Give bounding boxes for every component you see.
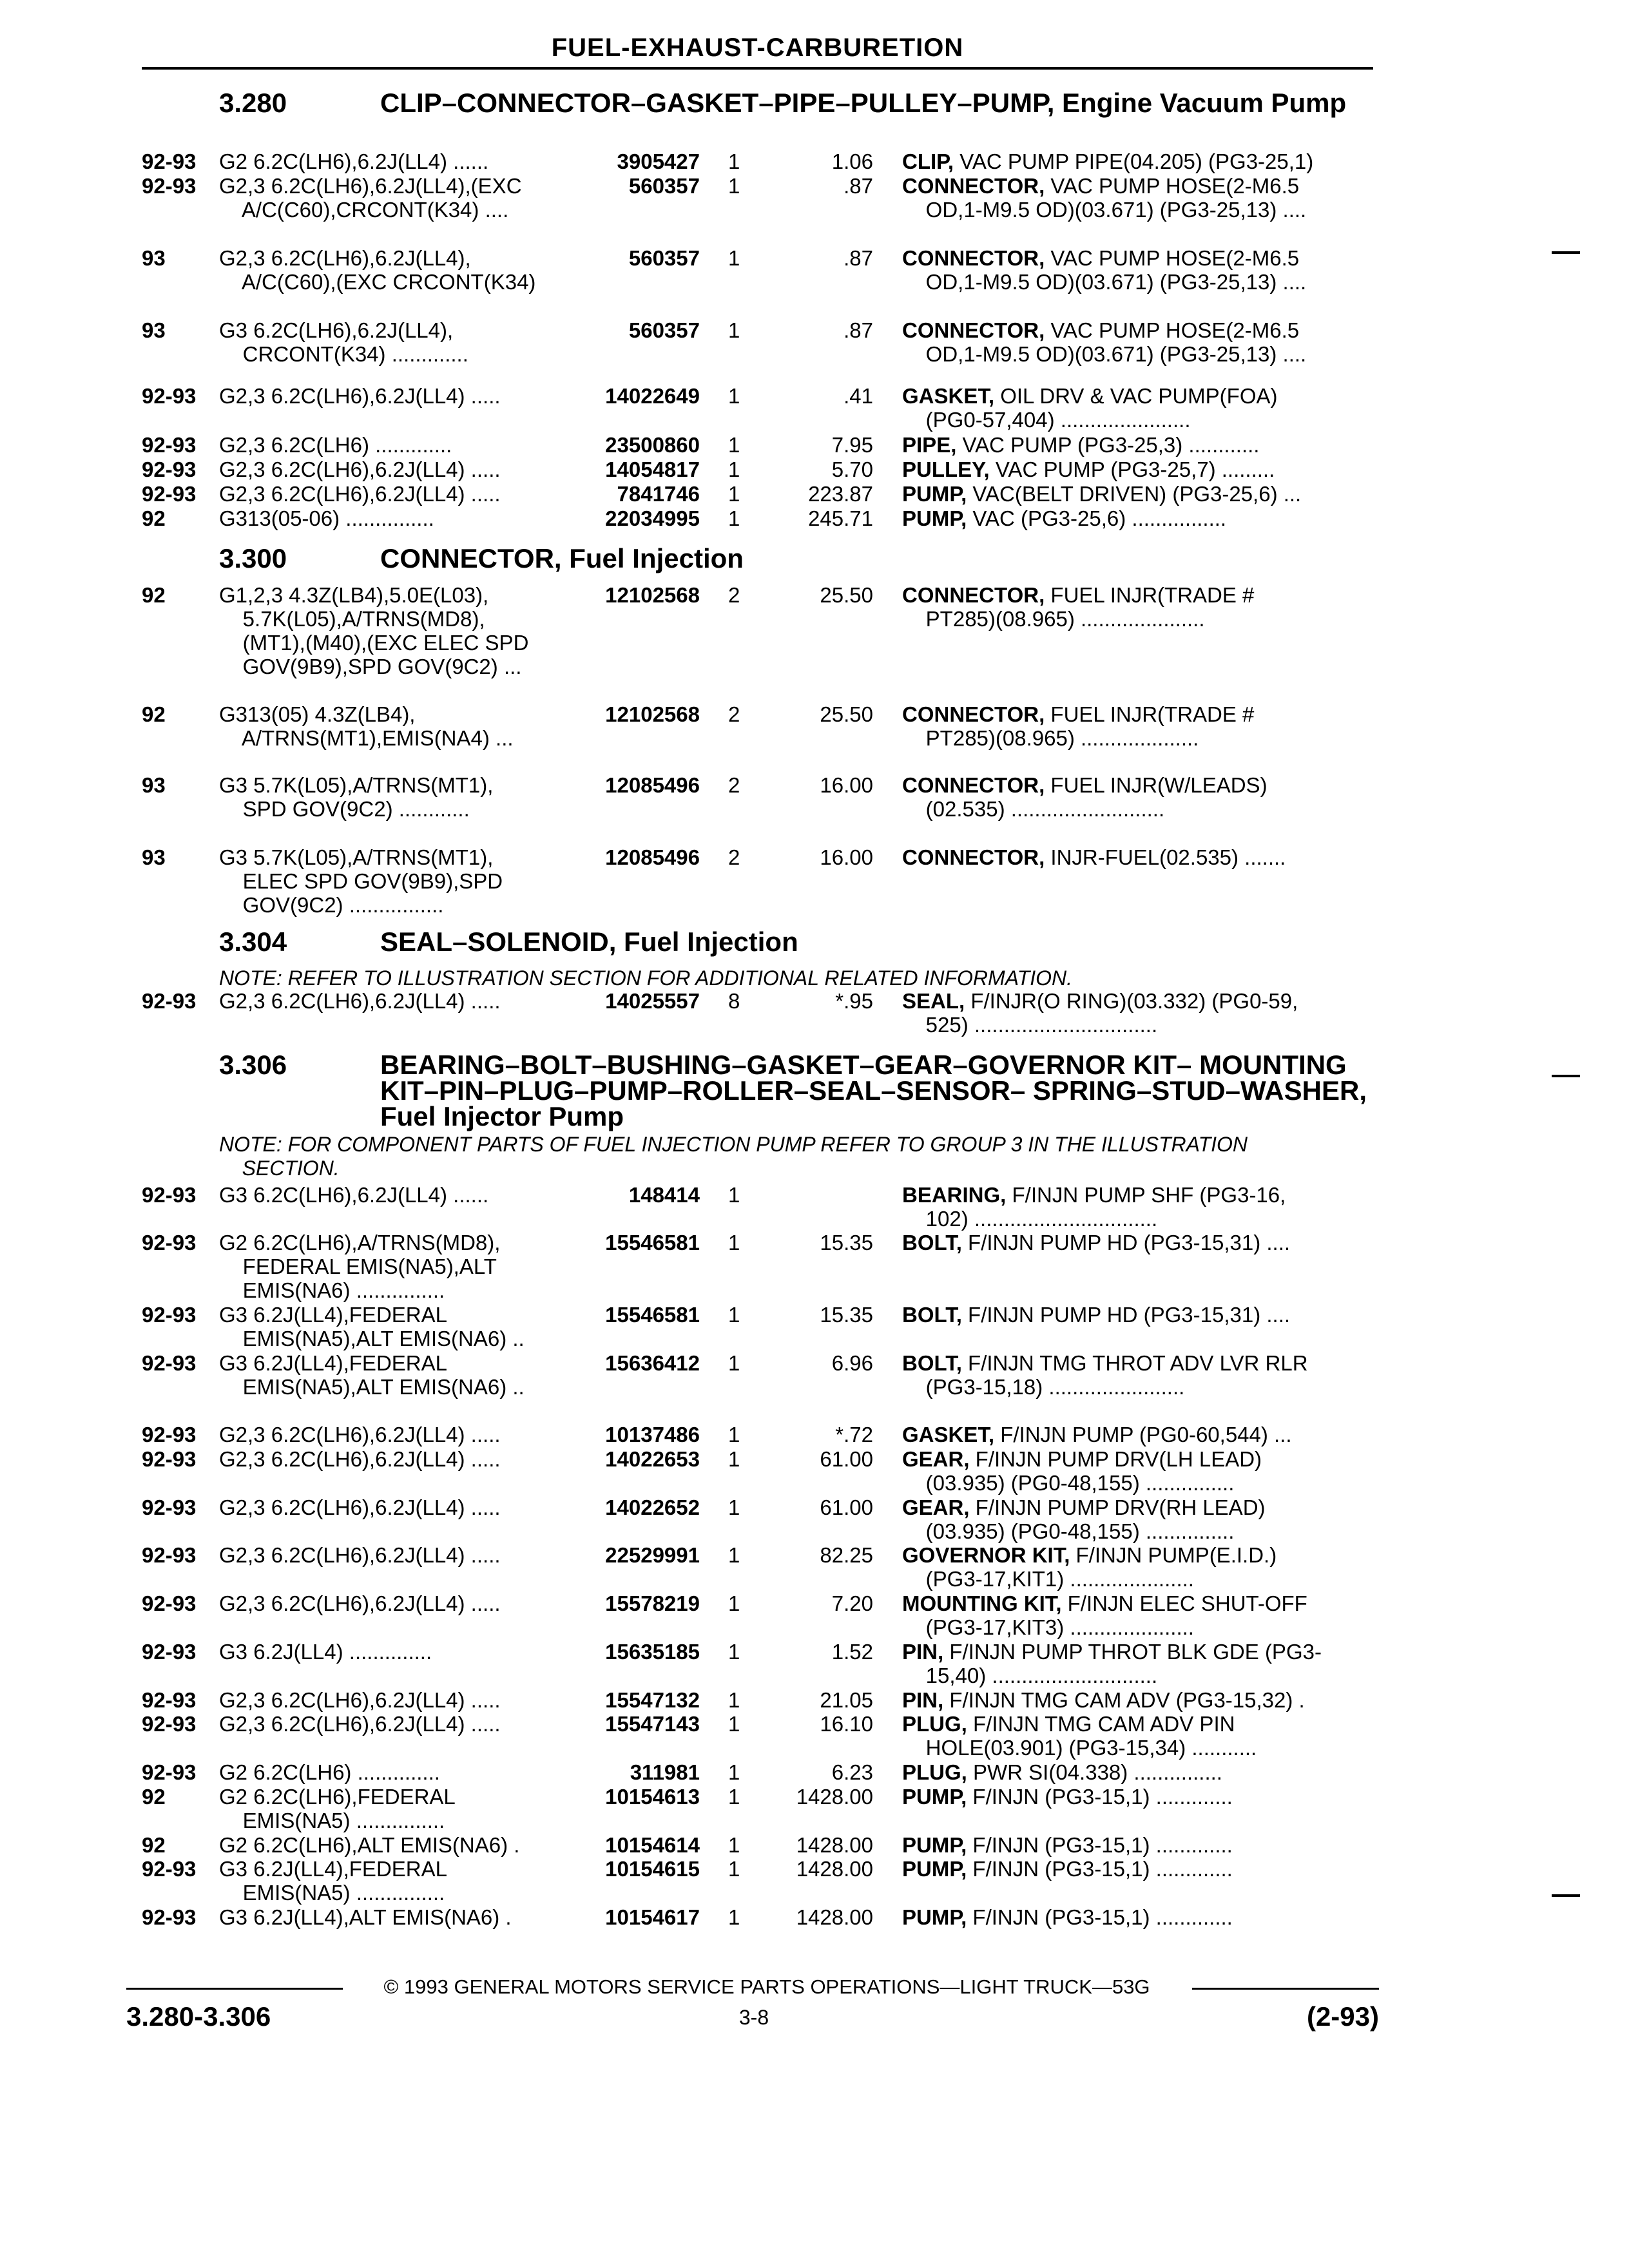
part-description [902, 1760, 1373, 1784]
part-detail: F/INJN PUMP HD (PG3-15,31) .... [961, 1303, 1291, 1327]
application: G2,3 6.2C(LH6),6.2J(LL4) ..... [219, 1591, 501, 1615]
application: G3 6.2J(LL4),ALT EMIS(NA6) . [219, 1905, 512, 1929]
quantity: 1 [728, 1833, 740, 1857]
part-name: PULLEY, [902, 457, 990, 481]
price: 1428.00 [796, 1905, 873, 1929]
part-number: 14025557 [605, 989, 700, 1013]
header-rule [142, 67, 1373, 70]
model-year: 92-93 [142, 482, 197, 506]
model-year: 92-93 [142, 1447, 197, 1471]
part-description [902, 845, 1373, 869]
price: .41 [843, 384, 873, 408]
price: 245.71 [808, 506, 873, 530]
model-year: 92-93 [142, 384, 197, 408]
application: G2,3 6.2C(LH6),6.2J(LL4), A/C(C60),(EXC CRCONT(K34) [219, 246, 536, 294]
part-detail: F/INJN PUMP (PG0-60,544) ... [994, 1423, 1292, 1446]
price: 25.50 [820, 702, 873, 726]
part-detail: VAC PUMP HOSE(2-M6.5 OD,1-M9.5 OD)(03.671) (PG3-25,13) .... [925, 174, 1307, 222]
application: G2,3 6.2C(LH6),6.2J(LL4) ..... [219, 1447, 501, 1471]
part-detail: VAC PUMP (PG3-25,3) ............ [956, 433, 1260, 457]
part-description [902, 702, 1373, 750]
quantity: 1 [728, 1640, 740, 1664]
model-year: 92-93 [142, 1760, 197, 1784]
price: *.95 [835, 989, 873, 1013]
model-year: 92-93 [142, 1905, 197, 1929]
quantity: 1 [728, 174, 740, 198]
application: G2,3 6.2C(LH6),6.2J(LL4) ..... [219, 1543, 501, 1567]
part-number: 10154617 [605, 1905, 700, 1929]
part-number: 15636412 [605, 1351, 700, 1375]
part-description [902, 174, 1373, 222]
price: 1428.00 [796, 1857, 873, 1881]
quantity: 2 [728, 583, 740, 607]
part-description [902, 1423, 1373, 1446]
quantity: 1 [728, 1543, 740, 1567]
application: G2,3 6.2C(LH6),6.2J(LL4) ..... [219, 457, 501, 481]
part-name: CONNECTOR, [902, 845, 1045, 869]
part-number: 10154615 [605, 1857, 700, 1881]
part-number: 14022653 [605, 1447, 700, 1471]
quantity: 1 [728, 1591, 740, 1615]
quantity: 1 [728, 1351, 740, 1375]
part-number: 23500860 [605, 433, 700, 457]
quantity: 1 [728, 1495, 740, 1519]
section-title: CONNECTOR, Fuel Injection [380, 543, 744, 573]
footer-rule-right [1192, 1988, 1379, 1990]
part-number: 10137486 [605, 1423, 700, 1446]
quantity: 1 [728, 149, 740, 173]
model-year: 92 [142, 506, 166, 530]
part-detail: F/INJN TMG CAM ADV (PG3-15,32) . [943, 1688, 1305, 1712]
application: G3 5.7K(L05),A/TRNS(MT1), ELEC SPD GOV(9B9),SPD GOV(9C2) ................ [219, 845, 503, 917]
model-year: 92-93 [142, 1183, 197, 1207]
model-year: 92 [142, 1785, 166, 1809]
quantity: 1 [728, 1183, 740, 1207]
application: G2 6.2C(LH6),FEDERAL EMIS(NA5) ............... [219, 1785, 456, 1832]
application: G3 6.2C(LH6),6.2J(LL4) ...... [219, 1183, 489, 1207]
part-number: 560357 [628, 318, 700, 342]
model-year: 92-93 [142, 149, 197, 173]
price: 16.10 [820, 1712, 873, 1736]
section-number: 3.300 [219, 543, 287, 573]
footer-page-number: 3-8 [738, 2006, 769, 2029]
price: 1.52 [831, 1640, 873, 1664]
part-description [902, 1712, 1373, 1760]
quantity: 2 [728, 773, 740, 797]
application: G313(05) 4.3Z(LB4), A/TRNS(MT1),EMIS(NA4) ... [219, 702, 514, 750]
section-number: 3.304 [219, 927, 287, 957]
application: G2 6.2C(LH6) .............. [219, 1760, 440, 1784]
quantity: 1 [728, 1760, 740, 1784]
part-description [902, 773, 1373, 821]
part-name: CONNECTOR, [902, 702, 1045, 726]
part-detail: VAC(BELT DRIVEN) (PG3-25,6) ... [967, 482, 1302, 506]
quantity: 1 [728, 1785, 740, 1809]
application: G2,3 6.2C(LH6),6.2J(LL4) ..... [219, 1712, 501, 1736]
part-name: GASKET, [902, 1423, 995, 1446]
part-description [902, 1447, 1373, 1495]
application: G2,3 6.2C(LH6),6.2J(LL4) ..... [219, 482, 501, 506]
part-description [902, 1640, 1373, 1687]
model-year: 93 [142, 773, 166, 797]
part-detail: F/INJN (PG3-15,1) ............. [967, 1785, 1233, 1809]
part-detail: F/INJN PUMP(E.I.D.) (PG3-17,KIT1) ..................... [925, 1543, 1277, 1591]
quantity: 1 [728, 1905, 740, 1929]
part-number: 15547143 [605, 1712, 700, 1736]
model-year: 92-93 [142, 174, 197, 198]
price: 7.20 [831, 1591, 873, 1615]
application: G2 6.2C(LH6),6.2J(LL4) ...... [219, 149, 489, 173]
part-detail: F/INJN (PG3-15,1) ............. [967, 1905, 1233, 1929]
part-description [902, 318, 1373, 366]
quantity: 2 [728, 845, 740, 869]
part-number: 10154614 [605, 1833, 700, 1857]
part-description [902, 1351, 1373, 1399]
price: 5.70 [831, 457, 873, 481]
part-description [902, 482, 1373, 506]
part-number: 7841746 [617, 482, 700, 506]
part-detail: F/INJN PUMP HD (PG3-15,31) .... [961, 1231, 1291, 1254]
model-year: 92-93 [142, 1351, 197, 1375]
price: 6.96 [831, 1351, 873, 1375]
part-name: GEAR, [902, 1495, 970, 1519]
part-number: 15547132 [605, 1688, 700, 1712]
application: G3 6.2C(LH6),6.2J(LL4), CRCONT(K34) ............. [219, 318, 468, 366]
application: G313(05-06) ............... [219, 506, 434, 530]
section-title: SEAL–SOLENOID, Fuel Injection [380, 927, 798, 957]
part-detail: FUEL INJR(TRADE # PT285)(08.965) .................... [925, 702, 1255, 750]
application: G2,3 6.2C(LH6),6.2J(LL4),(EXC A/C(C60),CRCONT(K34) .... [219, 174, 522, 222]
application: G2,3 6.2C(LH6),6.2J(LL4) ..... [219, 1495, 501, 1519]
part-name: SEAL, [902, 989, 965, 1013]
model-year: 92 [142, 583, 166, 607]
part-detail: F/INJN TMG THROT ADV LVR RLR (PG3-15,18) ....................... [925, 1351, 1308, 1399]
part-number: 560357 [628, 174, 700, 198]
part-description [902, 583, 1373, 631]
margin-tick [1552, 1075, 1580, 1077]
price: 15.35 [820, 1231, 873, 1254]
application: G3 6.2J(LL4),FEDERAL EMIS(NA5) ............... [219, 1857, 447, 1905]
part-number: 12102568 [605, 702, 700, 726]
section-number: 3.306 [219, 1050, 287, 1080]
part-detail: FUEL INJR(TRADE # PT285)(08.965) ..................... [925, 583, 1255, 631]
model-year: 92-93 [142, 1712, 197, 1736]
quantity: 1 [728, 1423, 740, 1446]
model-year: 92-93 [142, 1423, 197, 1446]
quantity: 2 [728, 702, 740, 726]
part-name: PUMP, [902, 1785, 967, 1809]
part-name: CLIP, [902, 149, 954, 173]
price: 6.23 [831, 1760, 873, 1784]
section-title: BEARING–BOLT–BUSHING–GASKET–GEAR–GOVERNOR KIT– MOUNTING KIT–PIN–PLUG–PUMP–ROLLER–SEAL–SENSOR– SPRING–STUD–WASHER, Fuel Injector Pump [380, 1050, 1367, 1131]
part-name: CONNECTOR, [902, 773, 1045, 797]
quantity: 1 [728, 482, 740, 506]
part-detail: PWR SI(04.338) ............... [967, 1760, 1222, 1784]
price: 61.00 [820, 1495, 873, 1519]
part-detail: F/INJN PUMP SHF (PG3-16, 102) ............................... [925, 1183, 1286, 1231]
part-detail: F/INJN PUMP DRV(RH LEAD) (03.935) (PG0-48,155) ............... [925, 1495, 1266, 1543]
page-header-title: FUEL-EXHAUST-CARBURETION [551, 34, 964, 62]
part-number: 560357 [628, 246, 700, 270]
quantity: 1 [728, 1231, 740, 1254]
application: G2,3 6.2C(LH6),6.2J(LL4) ..... [219, 989, 501, 1013]
part-name: BEARING, [902, 1183, 1007, 1207]
quantity: 1 [728, 457, 740, 481]
model-year: 92-93 [142, 1640, 197, 1664]
part-name: PIPE, [902, 433, 957, 457]
part-name: PUMP, [902, 1833, 967, 1857]
part-detail: VAC PUMP PIPE(04.205) (PG3-25,1) [954, 149, 1314, 173]
model-year: 92-93 [142, 1303, 197, 1327]
part-number: 15578219 [605, 1591, 700, 1615]
part-description [902, 433, 1373, 457]
part-detail: F/INJR(O RING)(03.332) (PG0-59, 525) ............................... [925, 989, 1298, 1037]
part-number: 14022649 [605, 384, 700, 408]
footer-copyright: © 1993 GENERAL MOTORS SERVICE PARTS OPERATIONS—LIGHT TRUCK—53G [383, 1975, 1150, 1998]
price: 223.87 [808, 482, 873, 506]
quantity: 8 [728, 989, 740, 1013]
price: *.72 [835, 1423, 873, 1446]
part-detail: VAC PUMP HOSE(2-M6.5 OD,1-M9.5 OD)(03.671) (PG3-25,13) .... [925, 246, 1307, 294]
part-name: GOVERNOR KIT, [902, 1543, 1070, 1567]
part-detail: F/INJN (PG3-15,1) ............. [967, 1857, 1233, 1881]
model-year: 92-93 [142, 1591, 197, 1615]
model-year: 92-93 [142, 433, 197, 457]
part-number: 12085496 [605, 773, 700, 797]
part-name: PUMP, [902, 506, 967, 530]
model-year: 92-93 [142, 1688, 197, 1712]
quantity: 1 [728, 384, 740, 408]
footer-rule-left [126, 1988, 343, 1990]
part-number: 148414 [628, 1183, 700, 1207]
model-year: 92-93 [142, 1543, 197, 1567]
model-year: 92-93 [142, 989, 197, 1013]
section-note: NOTE: FOR COMPONENT PARTS OF FUEL INJECTION PUMP REFER TO GROUP 3 IN THE ILLUSTRATION SECTION. [219, 1133, 1248, 1180]
part-description [902, 246, 1373, 294]
part-name: CONNECTOR, [902, 583, 1045, 607]
application: G2 6.2C(LH6),A/TRNS(MD8), FEDERAL EMIS(NA5),ALT EMIS(NA6) ............... [219, 1231, 501, 1302]
part-description [902, 1495, 1373, 1543]
part-number: 15546581 [605, 1303, 700, 1327]
margin-tick [1552, 251, 1580, 254]
part-description [902, 1905, 1373, 1929]
part-detail: VAC (PG3-25,6) ................ [967, 506, 1227, 530]
quantity: 1 [728, 1303, 740, 1327]
model-year: 92-93 [142, 1495, 197, 1519]
part-description [902, 1833, 1373, 1857]
part-name: PUMP, [902, 1905, 967, 1929]
model-year: 93 [142, 318, 166, 342]
part-number: 14054817 [605, 457, 700, 481]
part-number: 22034995 [605, 506, 700, 530]
part-name: BOLT, [902, 1303, 962, 1327]
model-year: 93 [142, 845, 166, 869]
part-name: MOUNTING KIT, [902, 1591, 1062, 1615]
price: 15.35 [820, 1303, 873, 1327]
price: 1428.00 [796, 1833, 873, 1857]
part-detail: F/INJN (PG3-15,1) ............. [967, 1833, 1233, 1857]
price: .87 [843, 246, 873, 270]
part-description [902, 1231, 1373, 1254]
part-detail: VAC PUMP HOSE(2-M6.5 OD,1-M9.5 OD)(03.671) (PG3-25,13) .... [925, 318, 1307, 366]
footer-date: (2-93) [1306, 2001, 1379, 2032]
quantity: 1 [728, 433, 740, 457]
part-description [902, 1785, 1373, 1809]
part-name: GASKET, [902, 384, 995, 408]
application: G2 6.2C(LH6),ALT EMIS(NA6) . [219, 1833, 520, 1857]
part-detail: INJR-FUEL(02.535) ....... [1045, 845, 1286, 869]
part-name: CONNECTOR, [902, 174, 1045, 198]
price: .87 [843, 318, 873, 342]
part-number: 3905427 [617, 149, 700, 173]
part-detail: F/INJN PUMP DRV(LH LEAD) (03.935) (PG0-48,155) ............... [925, 1447, 1262, 1495]
part-description [902, 506, 1373, 530]
price: 82.25 [820, 1543, 873, 1567]
part-description [902, 1857, 1373, 1881]
part-description [902, 457, 1373, 481]
quantity: 1 [728, 506, 740, 530]
part-name: GEAR, [902, 1447, 970, 1471]
quantity: 1 [728, 1712, 740, 1736]
part-description [902, 989, 1373, 1037]
quantity: 1 [728, 318, 740, 342]
application: G3 6.2J(LL4),FEDERAL EMIS(NA5),ALT EMIS(NA6) .. [219, 1303, 525, 1350]
model-year: 92 [142, 702, 166, 726]
part-number: 10154613 [605, 1785, 700, 1809]
part-name: PLUG, [902, 1712, 967, 1736]
model-year: 92 [142, 1833, 166, 1857]
section-number: 3.280 [219, 88, 287, 118]
model-year: 93 [142, 246, 166, 270]
part-detail: F/INJN TMG CAM ADV PIN HOLE(03.901) (PG3-15,34) ........... [925, 1712, 1257, 1760]
price: 21.05 [820, 1688, 873, 1712]
part-detail: VAC PUMP (PG3-25,7) ......... [989, 457, 1275, 481]
quantity: 1 [728, 1688, 740, 1712]
application: G3 6.2J(LL4) .............. [219, 1640, 432, 1664]
price: 1.06 [831, 149, 873, 173]
price: 16.00 [820, 845, 873, 869]
part-detail: OIL DRV & VAC PUMP(FOA) (PG0-57,404) ...................... [925, 384, 1278, 432]
application: G3 5.7K(L05),A/TRNS(MT1), SPD GOV(9C2) ............ [219, 773, 494, 821]
part-name: PUMP, [902, 1857, 967, 1881]
part-number: 12085496 [605, 845, 700, 869]
model-year: 92-93 [142, 1231, 197, 1254]
price: 7.95 [831, 433, 873, 457]
part-description [902, 149, 1373, 173]
part-number: 15635185 [605, 1640, 700, 1664]
part-number: 15546581 [605, 1231, 700, 1254]
margin-tick [1552, 1894, 1580, 1897]
section-note: NOTE: REFER TO ILLUSTRATION SECTION FOR ADDITIONAL RELATED INFORMATION. [219, 966, 1072, 990]
price: 61.00 [820, 1447, 873, 1471]
part-description [902, 1303, 1373, 1327]
price: 1428.00 [796, 1785, 873, 1809]
model-year: 92-93 [142, 457, 197, 481]
application: G2,3 6.2C(LH6),6.2J(LL4) ..... [219, 1423, 501, 1446]
part-number: 14022652 [605, 1495, 700, 1519]
part-description [902, 384, 1373, 432]
model-year: 92-93 [142, 1857, 197, 1881]
part-number: 12102568 [605, 583, 700, 607]
part-description [902, 1543, 1373, 1591]
quantity: 1 [728, 1447, 740, 1471]
part-name: PIN, [902, 1688, 944, 1712]
part-description [902, 1183, 1373, 1231]
part-description [902, 1688, 1373, 1712]
footer-section-range: 3.280-3.306 [126, 2001, 271, 2032]
application: G2,3 6.2C(LH6) ............. [219, 433, 452, 457]
part-detail: FUEL INJR(W/LEADS) (02.535) .......................... [925, 773, 1268, 821]
part-description [902, 1591, 1373, 1639]
application: G3 6.2J(LL4),FEDERAL EMIS(NA5),ALT EMIS(NA6) .. [219, 1351, 525, 1399]
part-detail: F/INJN PUMP THROT BLK GDE (PG3- 15,40) ............................ [925, 1640, 1322, 1687]
part-name: BOLT, [902, 1231, 962, 1254]
section-title: CLIP–CONNECTOR–GASKET–PIPE–PULLEY–PUMP, Engine Vacuum Pump [380, 88, 1347, 118]
part-name: CONNECTOR, [902, 318, 1045, 342]
part-name: PUMP, [902, 482, 967, 506]
part-name: CONNECTOR, [902, 246, 1045, 270]
application: G1,2,3 4.3Z(LB4),5.0E(L03), 5.7K(L05),A/TRNS(MD8), (MT1),(M40),(EXC ELEC SPD GOV(9B9),SPD GOV(9C2) ... [219, 583, 529, 678]
application: G2,3 6.2C(LH6),6.2J(LL4) ..... [219, 384, 501, 408]
quantity: 1 [728, 246, 740, 270]
price: 25.50 [820, 583, 873, 607]
part-name: BOLT, [902, 1351, 962, 1375]
part-name: PLUG, [902, 1760, 967, 1784]
part-number: 22529991 [605, 1543, 700, 1567]
price: .87 [843, 174, 873, 198]
part-detail: F/INJN ELEC SHUT-OFF (PG3-17,KIT3) ..................... [925, 1591, 1307, 1639]
part-number: 311981 [630, 1760, 700, 1784]
part-name: PIN, [902, 1640, 944, 1664]
application: G2,3 6.2C(LH6),6.2J(LL4) ..... [219, 1688, 501, 1712]
quantity: 1 [728, 1857, 740, 1881]
price: 16.00 [820, 773, 873, 797]
